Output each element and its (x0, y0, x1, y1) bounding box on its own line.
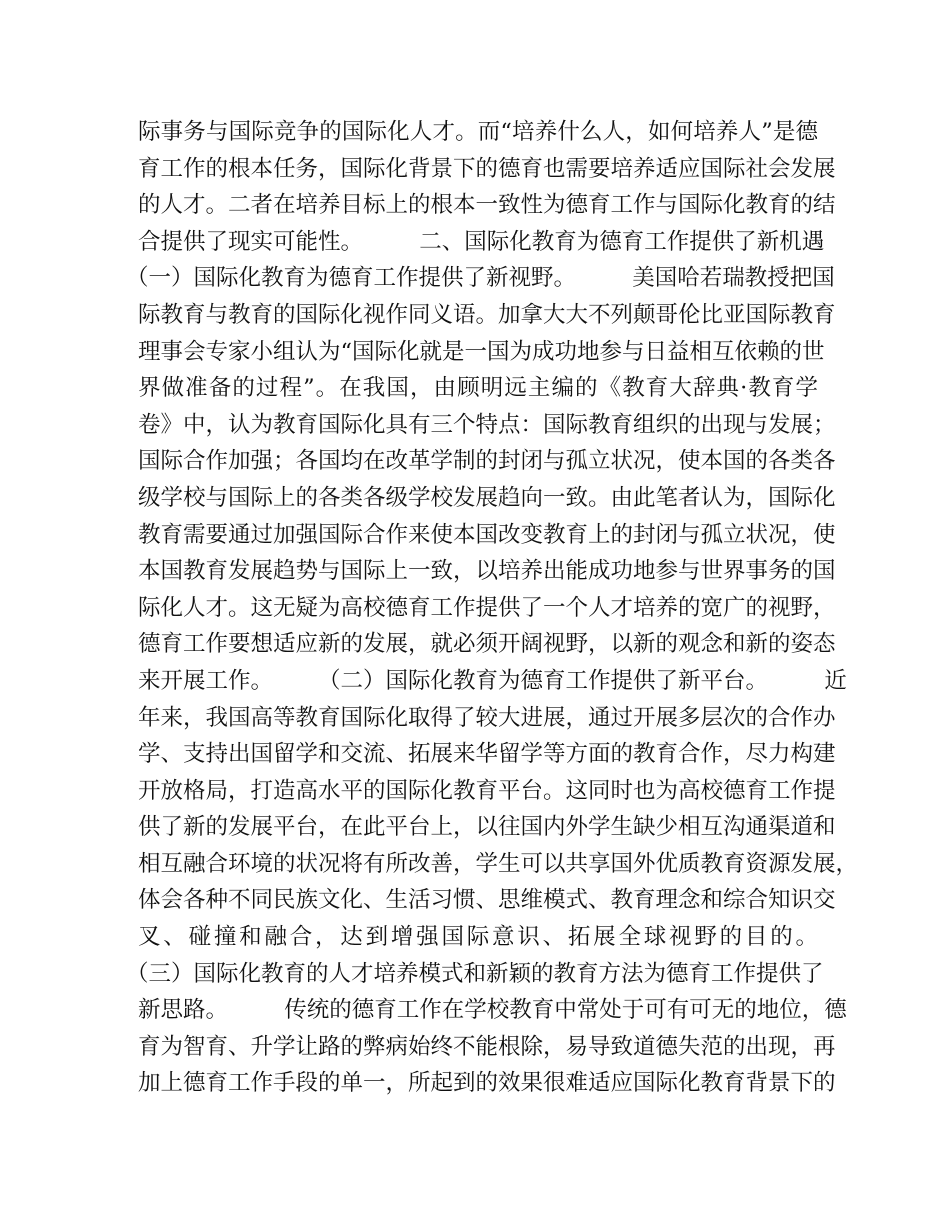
text-line: 开放格局，打造高水平的国际化教育平台。这同时也为高校德育工作提 (138, 777, 836, 804)
text-line: 际化人才。这无疑为高校德育工作提供了一个人才培养的宽广的视野， (138, 594, 836, 621)
text-line: 的人才。二者在培养目标上的根本一致性为德育工作与国际化教育的结 (138, 192, 836, 219)
text-line: 供了新的发展平台，在此平台上，以往国内外学生缺少相互沟通渠道和 (138, 814, 836, 841)
text-line: 年来，我国高等教育国际化取得了较大进展，通过开展多层次的合作办 (138, 704, 836, 731)
text-line: 本国教育发展趋势与国际上一致，以培养出能成功地参与世界事务的国 (138, 558, 836, 585)
body-text (126, 114, 859, 1102)
text-line: 德育工作要想适应新的发展，就必须开阔视野，以新的观念和新的姿态 (138, 631, 836, 658)
text-line: 相互融合环境的状况将有所改善，学生可以共享国外优质教育资源发展， (138, 850, 859, 877)
text-line: 级学校与国际上的各类各级学校发展趋向一致。由此笔者认为，国际化 (138, 484, 836, 511)
text-line: 合提供了现实可能性。 二、国际化教育为德育工作提供了新机遇 (138, 228, 825, 255)
text-line: 加上德育工作手段的单一，所起到的效果很难适应国际化教育背景下的 (138, 1070, 836, 1097)
text-line: 来开展工作。 （二）国际化教育为德育工作提供了新平台。 近 (138, 667, 847, 694)
text-line: 国际合作加强；各国均在改革学制的封闭与孤立状况，使本国的各类各 (138, 448, 836, 475)
text-line: 新思路。 传统的德育工作在学校教育中常处于可有可无的地位，德 (138, 997, 847, 1024)
text-line: 际事务与国际竞争的国际化人才。而“培养什么人，如何培养人”是德 (138, 119, 818, 145)
text-line: （一）国际化教育为德育工作提供了新视野。 美国哈若瑞教授把国 (126, 265, 835, 292)
text-line: 教育需要通过加强国际合作来使本国改变教育上的封闭与孤立状况，使 (138, 521, 836, 548)
text-line: 叉、碰撞和融合，达到增强国际意识、拓展全球视野的目的。 (138, 924, 818, 951)
text-line: （三）国际化教育的人才培养模式和新颖的教育方法为德育工作提供了 (126, 960, 824, 987)
text-line: 体会各种不同民族文化、生活习惯、思维模式、教育理念和综合知识交 (138, 887, 836, 914)
text-line: 卷》中，认为教育国际化具有三个特点：国际教育组织的出现与发展； (138, 411, 836, 438)
text-line: 育为智育、升学让路的弊病始终不能根除，易导致道德失范的出现，再 (138, 1033, 836, 1060)
text-line: 际教育与教育的国际化视作同义语。加拿大大不列颠哥伦比亚国际教育 (138, 301, 836, 328)
text-line: 学、支持出国留学和交流、拓展来华留学等方面的教育合作，尽力构建 (138, 741, 836, 768)
text-line: 界做准备的过程”。在我国，由顾明远主编的《教育大辞典·教育学 (138, 375, 818, 402)
text-line: 育工作的根本任务，国际化背景下的德育也需要培养适应国际社会发展 (138, 155, 836, 182)
text-line: 理事会专家小组认为“国际化就是一国为成功地参与日益相互依赖的世 (138, 338, 825, 365)
